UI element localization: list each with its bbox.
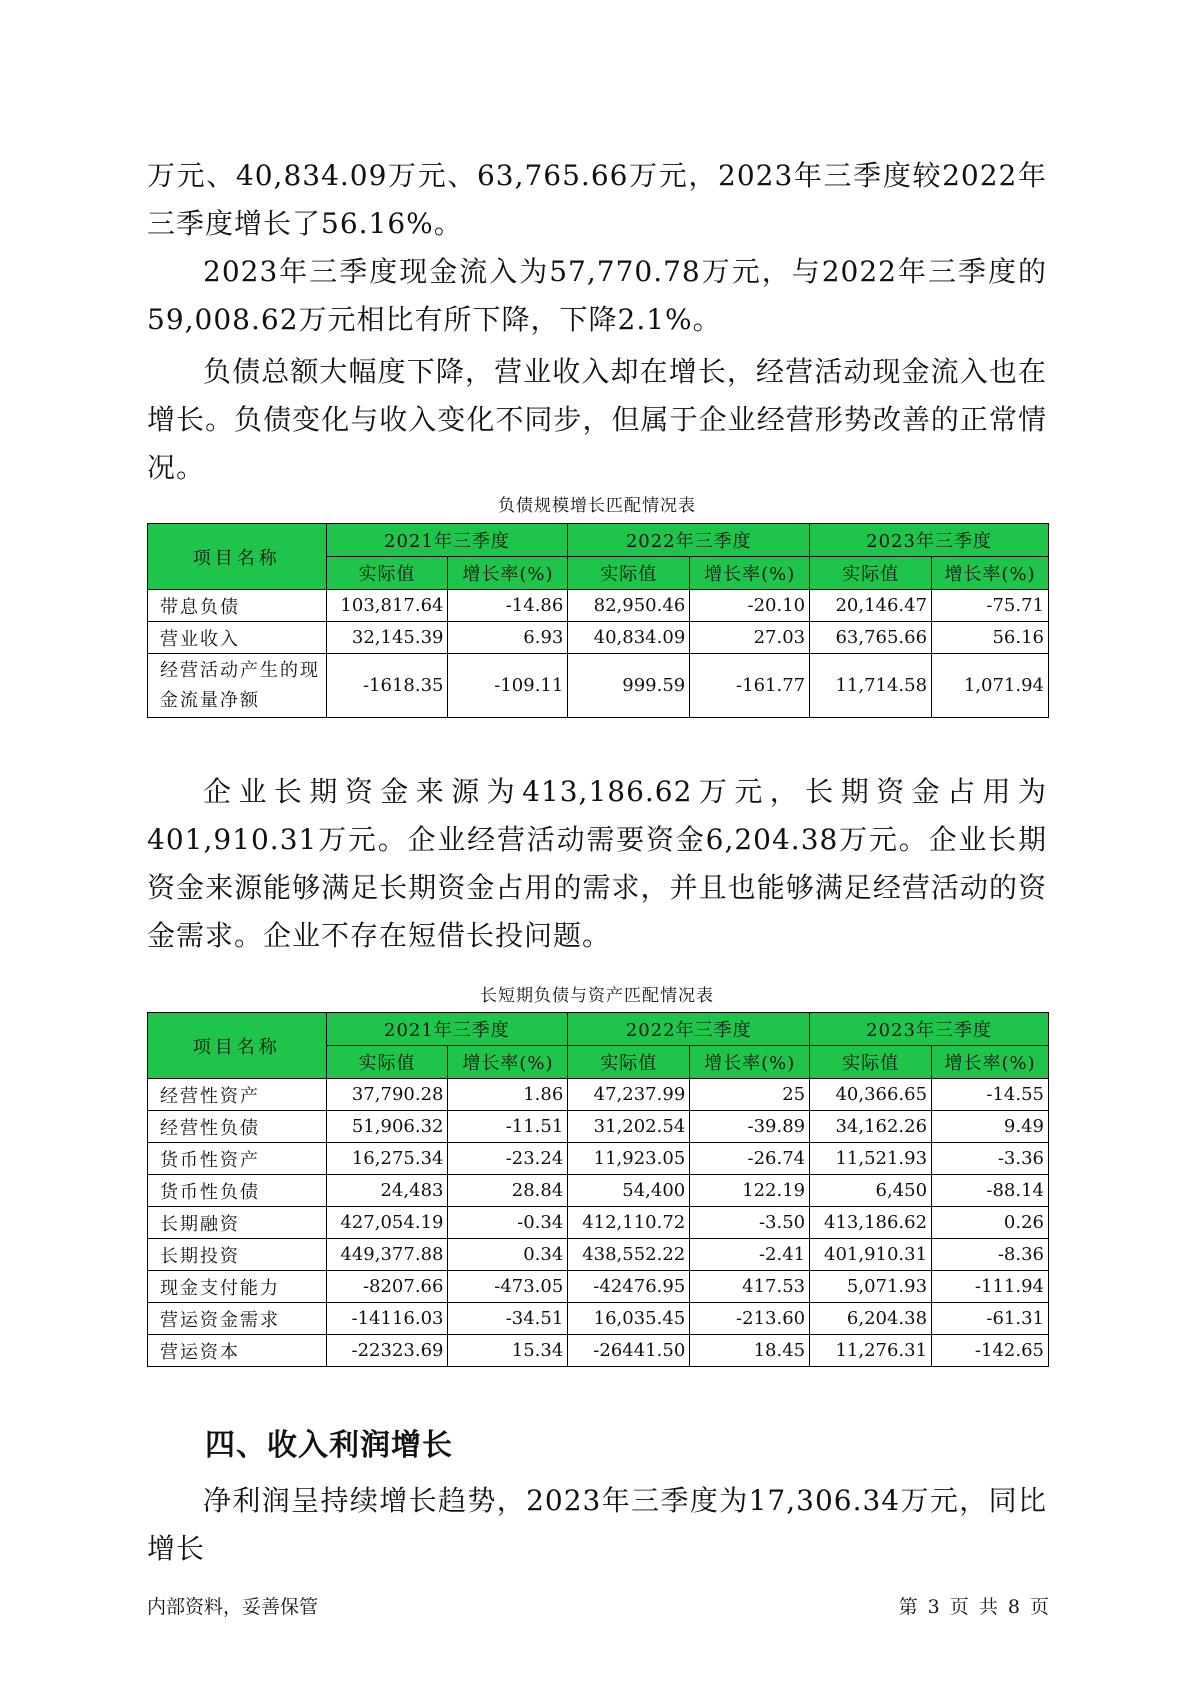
table-cell: 412,110.72	[568, 1207, 690, 1239]
table-cell: -473.05	[448, 1271, 568, 1303]
table-cell: 6,450	[810, 1175, 932, 1207]
table1-caption: 负债规模增长匹配情况表	[498, 496, 696, 516]
table-row	[148, 1111, 1049, 1143]
row-label: 带息负债	[148, 590, 327, 622]
table-cell: 27.03	[690, 622, 810, 654]
table-cell: -23.24	[448, 1143, 568, 1175]
row-label: 营业收入	[148, 622, 327, 654]
table-cell: 40,834.09	[568, 622, 690, 654]
table2-caption: 长短期负债与资产匹配情况表	[480, 986, 714, 1006]
table-cell: -111.94	[932, 1271, 1049, 1303]
table1-sub-rate: 增长率(%)	[448, 557, 568, 590]
table1-sub-actual: 实际值	[568, 557, 690, 590]
table-cell: 40,366.65	[810, 1079, 932, 1111]
table-cell: 449,377.88	[326, 1239, 448, 1271]
table-cell: -20.10	[690, 590, 810, 622]
table-cell: -1618.35	[326, 654, 448, 718]
table-cell: 47,237.99	[568, 1079, 690, 1111]
table-cell: -142.65	[932, 1335, 1049, 1367]
table-row	[148, 1175, 1049, 1207]
table-cell: 20,146.47	[810, 590, 932, 622]
table-cell: -2.41	[690, 1239, 810, 1271]
paragraph-liability-analysis: 负债总额大幅度下降，营业收入却在增长，经营活动现金流入也在增长。负债变化与收入变化不同步，但属于企业经营形势改善的正常情况。	[147, 355, 1047, 484]
table-cell: 1.86	[448, 1079, 568, 1111]
long-short-term-matching-table	[147, 1012, 1049, 1367]
table1-sub-actual: 实际值	[326, 557, 448, 590]
table-cell: -26.74	[690, 1143, 810, 1175]
table-cell: 54,400	[568, 1175, 690, 1207]
table-cell: 11,923.05	[568, 1143, 690, 1175]
table2-name-header: 项目名称	[148, 1013, 327, 1079]
table-cell: 82,950.46	[568, 590, 690, 622]
table-cell: 11,521.93	[810, 1143, 932, 1175]
table1-name-header: 项目名称	[148, 524, 327, 590]
table-cell: 0.34	[448, 1239, 568, 1271]
row-label: 货币性资产	[148, 1143, 327, 1175]
row-label: 长期投资	[148, 1239, 327, 1271]
paragraph-long-term-funding: 企业长期资金来源为413,186.62万元，长期资金占用为401,910.31万元。企业经营活动需要资金6,204.38万元。企业长期资金来源能够满足长期资金占用的需求，并且也能够满足经营活动的资金需求。企业不存在短借长投问题。	[147, 775, 1047, 952]
row-label: 营运资金需求	[148, 1303, 327, 1335]
paragraph-cash-inflow: 2023年三季度现金流入为57,770.78万元，与2022年三季度的59,008.62万元相比有所下降，下降2.1%。	[147, 255, 1047, 336]
table-cell: 0.26	[932, 1207, 1049, 1239]
table-cell: -161.77	[690, 654, 810, 718]
liability-growth-table	[147, 523, 1049, 718]
table-cell: 32,145.39	[326, 622, 448, 654]
table-cell: -11.51	[448, 1111, 568, 1143]
table-cell: -39.89	[690, 1111, 810, 1143]
table-cell: -109.11	[448, 654, 568, 718]
row-label: 营运资本	[148, 1335, 327, 1367]
row-label: 现金支付能力	[148, 1271, 327, 1303]
row-label: 长期融资	[148, 1207, 327, 1239]
table2-period-2021: 2021年三季度	[326, 1013, 568, 1046]
table-row	[148, 1335, 1049, 1367]
table-row	[148, 1303, 1049, 1335]
table1-sub-rate: 增长率(%)	[690, 557, 810, 590]
table-cell: -14.55	[932, 1079, 1049, 1111]
table-cell: 438,552.22	[568, 1239, 690, 1271]
table2-sub-rate: 增长率(%)	[690, 1046, 810, 1079]
row-label	[148, 654, 327, 718]
table2-period-2022: 2022年三季度	[568, 1013, 810, 1046]
table-cell: 103,817.64	[326, 590, 448, 622]
row-label-line: 金流量净额	[160, 689, 260, 711]
table-cell: -14.86	[448, 590, 568, 622]
row-label-line: 经营活动产生的现	[160, 659, 320, 681]
row-label: 经营性资产	[148, 1079, 327, 1111]
table-cell: 122.19	[690, 1175, 810, 1207]
table-cell: 25	[690, 1079, 810, 1111]
table-cell: 51,906.32	[326, 1111, 448, 1143]
table-cell: 24,483	[326, 1175, 448, 1207]
table-row	[148, 1239, 1049, 1271]
table-cell: -8.36	[932, 1239, 1049, 1271]
table1-period-2023: 2023年三季度	[810, 524, 1049, 557]
table2-period-2023: 2023年三季度	[810, 1013, 1049, 1046]
table-cell: 37,790.28	[326, 1079, 448, 1111]
table-cell: -42476.95	[568, 1271, 690, 1303]
table-cell: -213.60	[690, 1303, 810, 1335]
table-cell: -75.71	[932, 590, 1049, 622]
table-cell: 6,204.38	[810, 1303, 932, 1335]
table-cell: 1,071.94	[932, 654, 1049, 718]
table-row	[148, 1079, 1049, 1111]
footer-page-number: 第 3 页 共 8 页	[898, 1596, 1049, 1618]
table-row	[148, 654, 1049, 718]
table-cell: 427,054.19	[326, 1207, 448, 1239]
table-cell: 56.16	[932, 622, 1049, 654]
paragraph-revenue-growth: 万元、40,834.09万元、63,765.66万元，2023年三季度较2022年三季度增长了56.16%。	[147, 159, 1047, 240]
section-heading: 四、收入利润增长	[205, 1428, 453, 1463]
table2-sub-actual: 实际值	[568, 1046, 690, 1079]
table-cell: 34,162.26	[810, 1111, 932, 1143]
table-row	[148, 590, 1049, 622]
table-cell: 15.34	[448, 1335, 568, 1367]
table-cell: 31,202.54	[568, 1111, 690, 1143]
table-cell: -22323.69	[326, 1335, 448, 1367]
table1-sub-actual: 实际值	[810, 557, 932, 590]
table-cell: 11,714.58	[810, 654, 932, 718]
table-cell: 11,276.31	[810, 1335, 932, 1367]
table2-sub-actual: 实际值	[810, 1046, 932, 1079]
table-cell: -0.34	[448, 1207, 568, 1239]
table-row	[148, 622, 1049, 654]
table-cell: 6.93	[448, 622, 568, 654]
table-cell: 16,035.45	[568, 1303, 690, 1335]
table-cell: 417.53	[690, 1271, 810, 1303]
table1-period-2021: 2021年三季度	[326, 524, 568, 557]
table-cell: -8207.66	[326, 1271, 448, 1303]
table1-sub-rate: 增长率(%)	[932, 557, 1049, 590]
table2-sub-rate: 增长率(%)	[932, 1046, 1049, 1079]
table-cell: 999.59	[568, 654, 690, 718]
table-cell: -3.50	[690, 1207, 810, 1239]
table-row	[148, 1207, 1049, 1239]
footer-confidential-note: 内部资料，妥善保管	[147, 1596, 319, 1618]
paragraph-net-profit: 净利润呈持续增长趋势，2023年三季度为17,306.34万元，同比增长	[147, 1484, 1047, 1565]
table-cell: 28.84	[448, 1175, 568, 1207]
table-cell: 18.45	[690, 1335, 810, 1367]
table-cell: -26441.50	[568, 1335, 690, 1367]
table-cell: 5,071.93	[810, 1271, 932, 1303]
table2-sub-actual: 实际值	[326, 1046, 448, 1079]
table2-sub-rate: 增长率(%)	[448, 1046, 568, 1079]
table-cell: 413,186.62	[810, 1207, 932, 1239]
table-row	[148, 1143, 1049, 1175]
table-cell: 16,275.34	[326, 1143, 448, 1175]
table-cell: 63,765.66	[810, 622, 932, 654]
table-cell: -14116.03	[326, 1303, 448, 1335]
table-cell: -34.51	[448, 1303, 568, 1335]
row-label: 经营性负债	[148, 1111, 327, 1143]
table-row	[148, 1271, 1049, 1303]
table-cell: 9.49	[932, 1111, 1049, 1143]
table1-period-2022: 2022年三季度	[568, 524, 810, 557]
table-cell: -3.36	[932, 1143, 1049, 1175]
table-cell: -61.31	[932, 1303, 1049, 1335]
table-cell: -88.14	[932, 1175, 1049, 1207]
row-label: 货币性负债	[148, 1175, 327, 1207]
table-cell: 401,910.31	[810, 1239, 932, 1271]
